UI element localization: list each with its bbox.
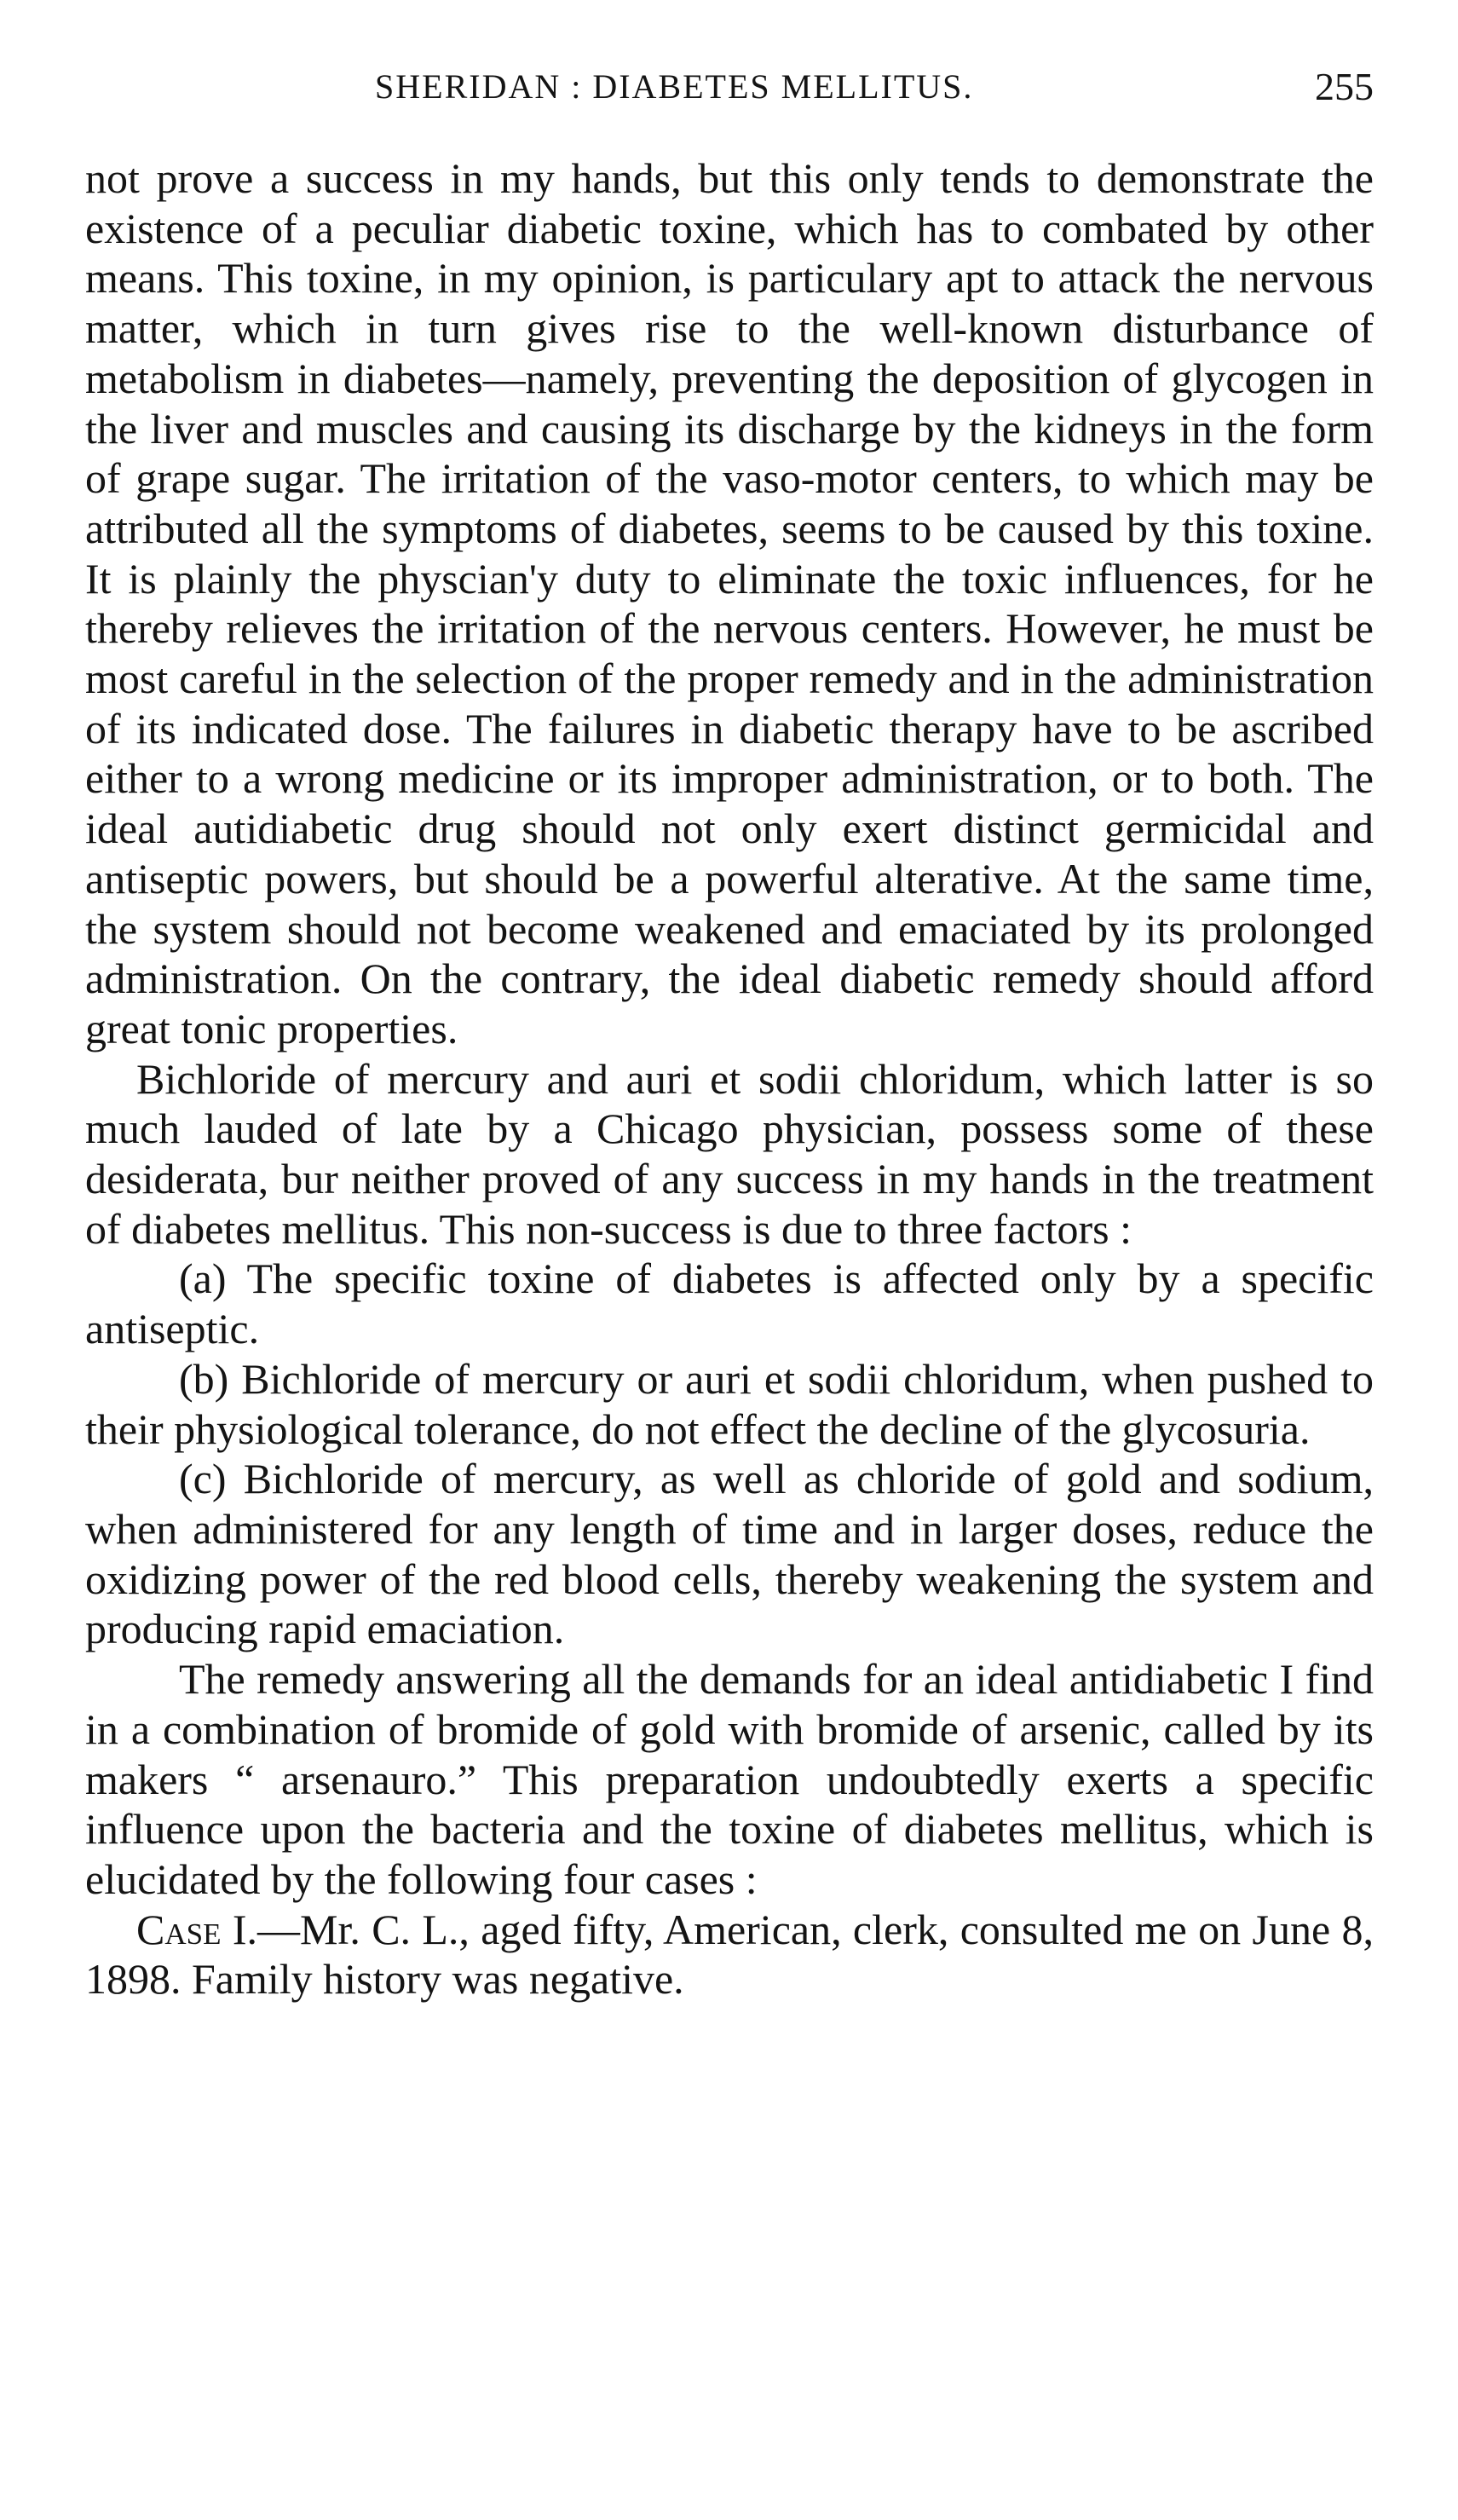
running-head	[85, 53, 1374, 121]
body-text	[85, 153, 1374, 2004]
case-one	[85, 1905, 1374, 2004]
factor-a: (a) The specific toxine of diabetes is affected only by a specific antiseptic.	[85, 1254, 1374, 1353]
running-title: SHERIDAN : DIABETES MELLITUS.	[375, 67, 974, 106]
case-one-label: Case I.	[136, 1905, 257, 1953]
book-page	[85, 0, 1374, 2520]
page-number: 255	[1315, 65, 1374, 108]
paragraph-bichloride: Bichloride of mercury and auri et sodii chloridum, which latter is so much lauded of late by a Chicago physician, possess some of these desiderata, bur neither proved of any success in my hands in the treatment of diabetes mellitus. This non-success is due to three factors :	[85, 1054, 1374, 1253]
case-one-text: —Mr. C. L., aged fifty, American, clerk, consulted me on June 8, 1898. Family history was negative.	[85, 1905, 1374, 2004]
factor-b: (b) Bichloride of mercury or auri et sodii chloridum, when pushed to their physiological tolerance, do not effect the decline of the glycosuria.	[85, 1354, 1374, 1453]
paragraph-toxine: not prove a success in my hands, but this only tends to demonstrate the existence of a peculiar diabetic toxine, which has to combated by other means. This toxine, in my opinion, is particulary apt to attack the nervous matter, which in turn gives rise to the well-known disturbance of metabolism in diabetes—namely, preventing the deposition of glycogen in the liver and muscles and causing its discharge by the kidneys in the form of grape sugar. The irritation of the vaso-motor centers, to which may be attributed all the symptoms of diabetes, seems to be caused by this toxine. It is plainly the physcian'y duty to eliminate the toxic influences, for he thereby relieves the irritation of the nervous centers. However, he must be most careful in the selection of the proper remedy and in the administration of its indicated dose. The failures in diabetic therapy have to be ascribed either to a wrong medicine or its improper administration, or to both. The ideal autidiabetic drug should not only exert distinct germicidal and antiseptic powers, but should be a powerful alterative. At the same time, the system should not become weakened and emaciated by its prolonged administration. On the contrary, the ideal diabetic remedy should afford great tonic properties.	[85, 154, 1374, 1052]
factor-c: (c) Bichloride of mercury, as well as chloride of gold and sodium, when administered for any length of time and in larger doses, reduce the oxidizing power of the red blood cells, thereby weakening the system and producing rapid emaciation.	[85, 1455, 1374, 1653]
paragraph-arsenauro: The remedy answering all the demands for an ideal antidiabetic I find in a combination of bromide of gold with bromide of arsenic, called by its makers “ arsenauro.” This preparation undoubtedly exerts a specific influence upon the bacteria and the toxine of diabetes mellitus, which is elucidated by the following four cases :	[85, 1655, 1374, 1903]
